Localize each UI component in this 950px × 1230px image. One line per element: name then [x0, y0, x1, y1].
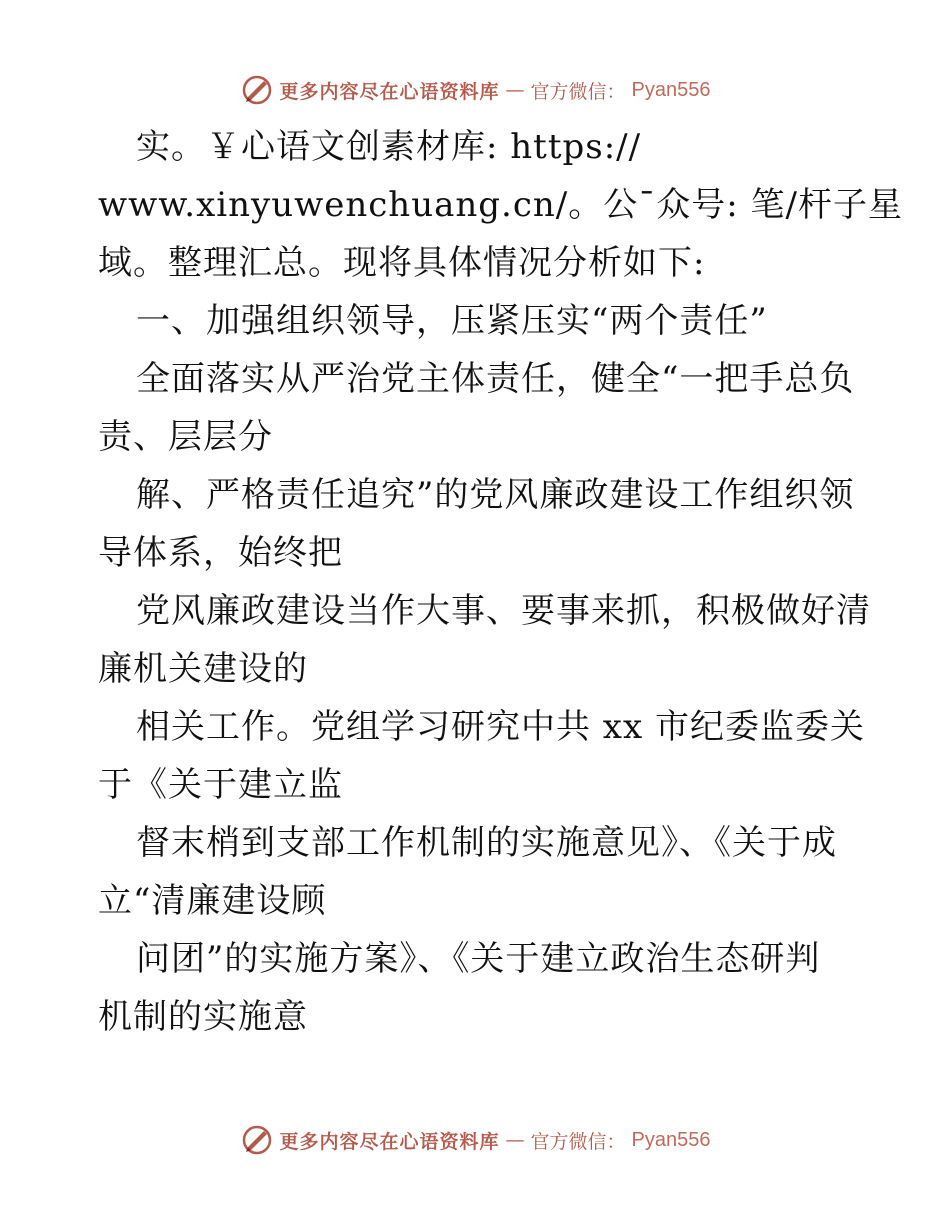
body-line: 问团”的实施方案》、《关于建立政治生态研判 — [136, 939, 821, 979]
header-banner — [0, 70, 950, 110]
banner-wechat-id: Pyan556 — [631, 1128, 711, 1151]
pen-logo-icon — [240, 1123, 274, 1157]
body-line: 实。￥心语文创素材库: https:// — [136, 127, 642, 167]
body-line: 全面落实从严治党主体责任，健全“一把手总负 — [136, 359, 855, 399]
body-line: 督末梢到支部工作机制的实施意见》、《关于成 — [136, 823, 837, 863]
banner-dash: — — [505, 79, 525, 101]
body-line: 导体系，始终把 — [98, 533, 343, 573]
banner-dash: — — [505, 1129, 525, 1151]
body-line: 立“清廉建设顾 — [98, 881, 327, 921]
banner-brand-text: 更多内容尽在心语资料库 — [279, 1130, 500, 1153]
body-line: 机制的实施意 — [98, 997, 308, 1037]
banner-wechat-label: 官方微信： — [530, 80, 626, 103]
body-line: 廉机关建设的 — [98, 649, 308, 689]
section-heading: 一、加强组织领导，压紧压实“两个责任” — [136, 301, 768, 341]
body-line: 域。整理汇总。现将具体情况分析如下: — [98, 243, 706, 283]
footer-banner — [0, 1120, 950, 1160]
pen-logo-icon — [240, 73, 274, 107]
banner-wechat-id: Pyan556 — [631, 78, 711, 101]
body-line: 于《关于建立监 — [98, 765, 343, 805]
banner-wechat-label: 官方微信： — [530, 1130, 626, 1153]
banner-brand-text: 更多内容尽在心语资料库 — [279, 80, 500, 103]
body-line: 责、层层分 — [98, 417, 273, 457]
document-body — [98, 118, 903, 1046]
body-line: 相关工作。党组学习研究中共 xx 市纪委监委关 — [136, 707, 865, 747]
body-line: 党风廉政建设当作大事、要事来抓，积极做好清 — [136, 591, 871, 631]
body-line: 解、严格责任追究”的党风廉政建设工作组织领 — [136, 475, 855, 515]
body-line: www.xinyuwenchuang.cn/。公¯众号: 笔/杆子星 — [98, 185, 903, 225]
